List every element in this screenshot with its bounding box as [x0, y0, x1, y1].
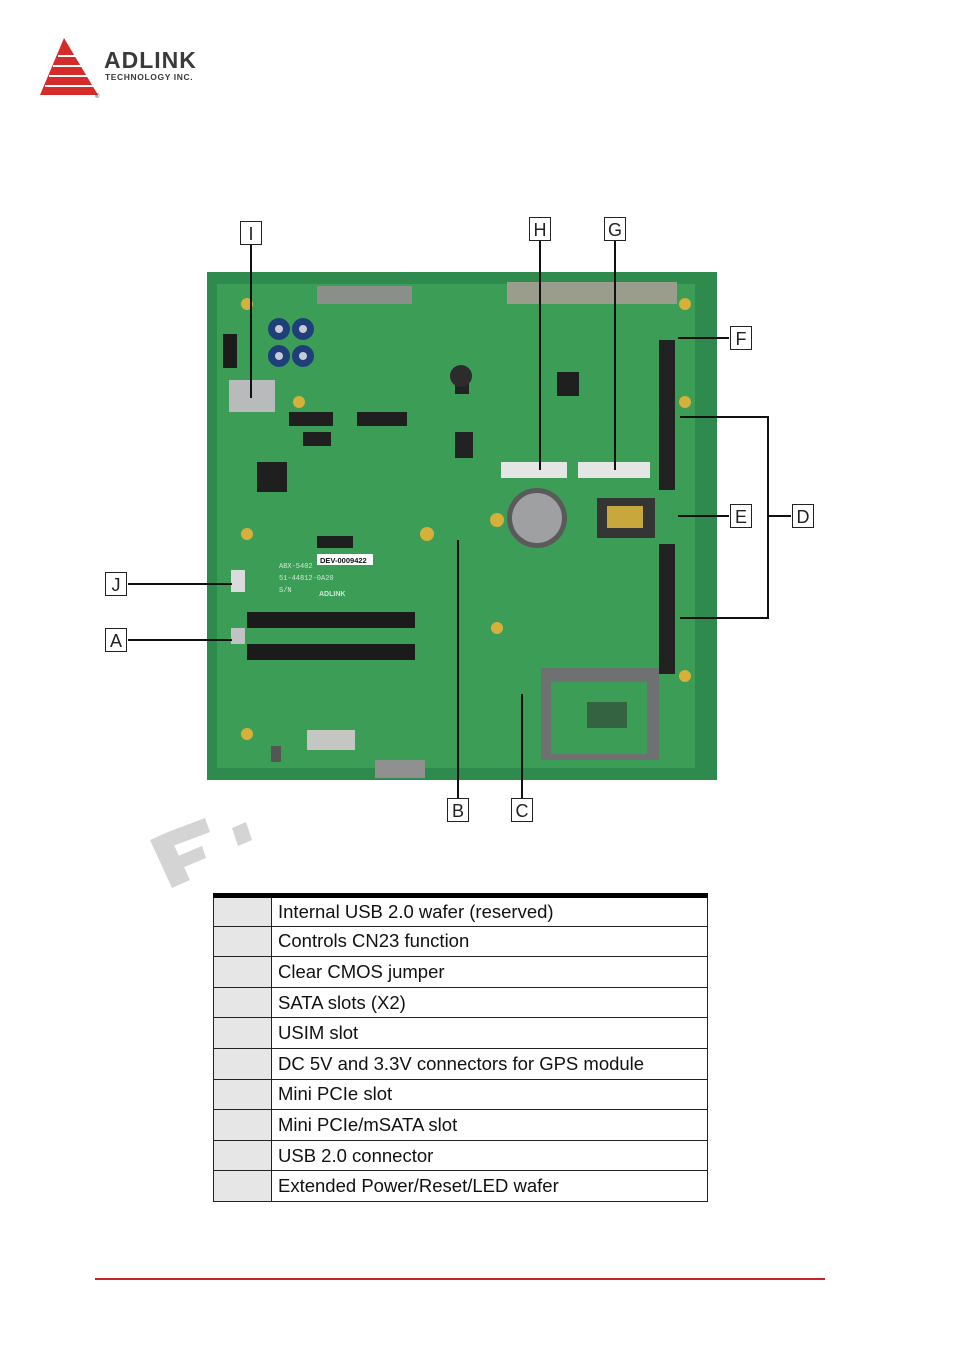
table-row [214, 1140, 708, 1171]
legend-key-cell [214, 1140, 272, 1171]
board-model-label: ABX-5402 [279, 563, 313, 571]
legend-key-cell [214, 896, 272, 927]
legend-table [213, 893, 708, 1202]
legend-key-cell [214, 957, 272, 988]
legend-key-cell [214, 1018, 272, 1049]
legend-key-cell [214, 987, 272, 1018]
svg-text:®: ® [95, 94, 100, 100]
table-row [214, 1171, 708, 1202]
legend-key-cell [214, 926, 272, 957]
callout-e: E [730, 504, 752, 528]
legend-desc: Mini PCIe/mSATA slot [272, 1110, 708, 1141]
legend-key-cell [214, 1079, 272, 1110]
legend-desc: Internal USB 2.0 wafer (reserved) [272, 896, 708, 927]
brand-subtitle: TECHNOLOGY INC. [105, 72, 194, 82]
legend-desc: USB 2.0 connector [272, 1140, 708, 1171]
legend-desc: Extended Power/Reset/LED wafer [272, 1171, 708, 1202]
legend-key-cell [214, 1110, 272, 1141]
legend-desc: Mini PCIe slot [272, 1079, 708, 1110]
legend-desc: Controls CN23 function [272, 926, 708, 957]
board-photo [207, 272, 717, 780]
table-row [214, 1110, 708, 1141]
table-row [214, 957, 708, 988]
legend-desc: USIM slot [272, 1018, 708, 1049]
legend-desc: DC 5V and 3.3V connectors for GPS module [272, 1048, 708, 1079]
callout-h: H [529, 217, 551, 241]
footer-rule [95, 1278, 825, 1280]
callout-b: B [447, 798, 469, 822]
table-row [214, 896, 708, 927]
board-sn-label: S/N [279, 587, 292, 595]
callout-i: I [240, 221, 262, 245]
legend-key-cell [214, 1048, 272, 1079]
callout-j: J [105, 572, 127, 596]
callout-c: C [511, 798, 533, 822]
legend-desc: SATA slots (X2) [272, 987, 708, 1018]
table-row [214, 1018, 708, 1049]
table-row [214, 987, 708, 1018]
table-row [214, 1048, 708, 1079]
brand-name: ADLINK [104, 47, 197, 73]
board-part-label: 51-44812-0A20 [279, 575, 334, 583]
dev-tag-label: DEV-0009422 [320, 556, 367, 565]
board-brand-label: ADLINK [319, 591, 346, 598]
callout-a: A [105, 628, 127, 652]
callout-f: F [730, 326, 752, 350]
legend-key-cell [214, 1171, 272, 1202]
table-row [214, 1079, 708, 1110]
callout-d: D [792, 504, 814, 528]
table-row [214, 926, 708, 957]
legend-desc: Clear CMOS jumper [272, 957, 708, 988]
callout-g: G [604, 217, 626, 241]
